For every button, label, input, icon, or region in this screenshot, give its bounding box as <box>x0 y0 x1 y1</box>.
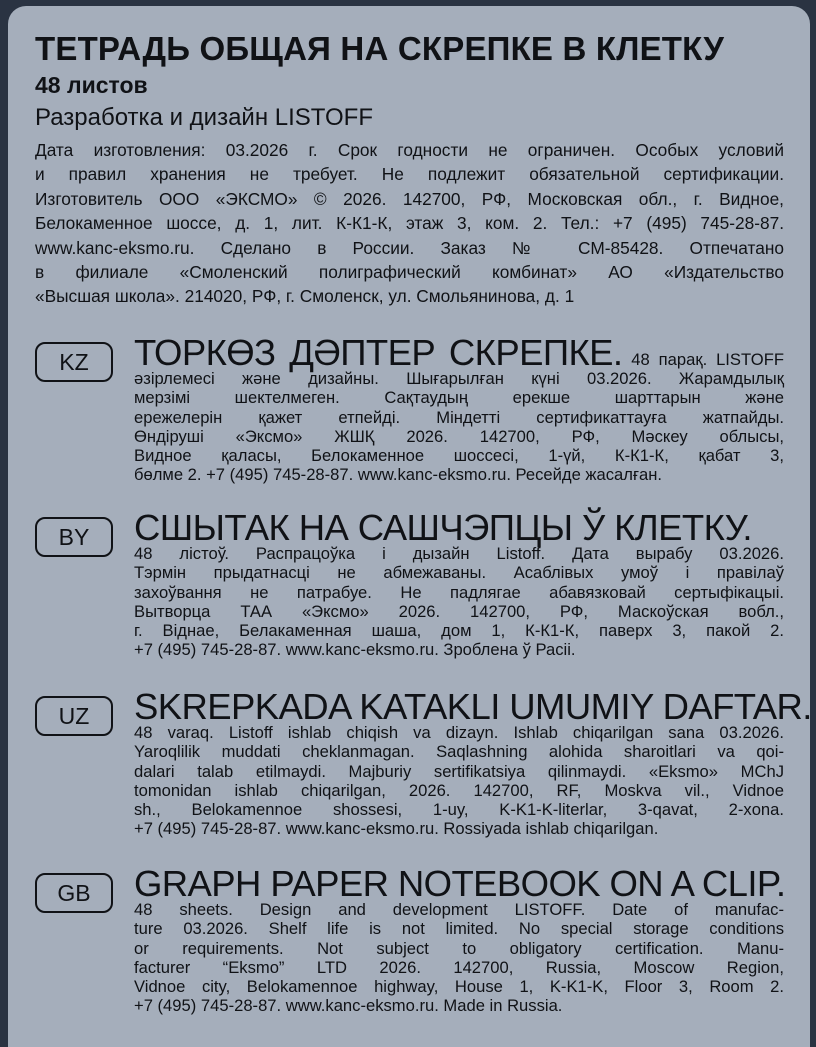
russian-body <box>35 138 784 309</box>
section-line: ture 03.2026. Shelf life is not limited. No special storage conditions <box>134 919 784 939</box>
ru-line: «Высшая школа». 214020, РФ, г. Смоленск, ул. Смольянинова, д. 1 <box>35 286 575 307</box>
label-card <box>8 6 810 1047</box>
language-badge-uz: UZ <box>35 696 113 736</box>
section-line: г. Віднае, Белакаменная шаша, дом 1, К-К1-К, паверх 3, пакой 2. <box>134 621 784 641</box>
section-gb <box>35 863 786 1016</box>
section-kz <box>35 332 784 485</box>
section-title: GRAPH PAPER NOTEBOOK ON A CLIP. <box>134 863 786 904</box>
section-lead: 48 парақ. LISTOFF <box>622 350 784 369</box>
ru-line: Дата изготовления: 03.2026 г. Срок годности не ограничен. Особых условий <box>35 140 784 160</box>
section-line: +7 (495) 745-28-87. www.kanc-eksmo.ru. Made in Russia. <box>134 996 563 1016</box>
section-uz-text <box>134 686 812 839</box>
section-line: +7 (495) 745-28-87. www.kanc-eksmo.ru. Зроблена ў Расіі. <box>134 640 576 660</box>
ru-line: www.kanc-eksmo.ru. Сделано в России. Заказ № СМ-85428. Отпечатано <box>35 237 784 258</box>
section-line: Yaroqlilik muddati cheklanmagan. Saqlashning alohida sharoitlari va qoi- <box>134 742 784 762</box>
section-line: ережелерін қажет етпейді. Міндетті сертификаттауға жатпайды. <box>134 407 784 427</box>
section-title: SKREPKADA KATAKLI UMUMIY DAFTAR. <box>134 686 812 727</box>
section-gb-text <box>134 863 786 1016</box>
ru-line: и правил хранения не требует. Не подлежит обязательной сертификации. <box>35 164 784 185</box>
section-uz <box>35 686 812 839</box>
section-line: or requirements. Not subject to obligatory certification. Manu- <box>134 938 784 958</box>
language-badge-by: BY <box>35 517 113 557</box>
section-line: Вытворца ТАА «Эксмо» 2026. 142700, РФ, Маскоўская вобл., <box>134 601 784 621</box>
section-line: әзірлемесі және дизайны. Шығарылған күні 03.2026. Жарамдылық <box>134 369 784 389</box>
section-line: tomonidan ishlab chiqarilgan, 2026. 142700, RF, Moskva vil., Vidnoe <box>134 780 784 800</box>
section-by <box>35 507 784 660</box>
ru-line: Изготовитель ООО «ЭКСМО» © 2026. 142700, РФ, Московская обл., г. Видное, <box>35 188 784 209</box>
language-badge-kz: KZ <box>35 342 113 382</box>
ru-line: в филиале «Смоленский полиграфический комбинат» АО «Издательство <box>35 262 784 283</box>
section-line: sh., Belokamennoe shossesi, 1-uy, K-K1-K-literlar, 3-qavat, 2-xona. <box>134 800 784 820</box>
section-title-line <box>134 686 812 727</box>
section-line: Видное қаласы, Белокаменное шоссесі, 1-үй, К-К1-К, қабат 3, <box>134 446 784 466</box>
ru-line: Белокаменное шоссе, д. 1, лит. К-К1-К, этаж 3, ком. 2. Тел.: +7 (495) 745-28-87. <box>35 213 784 234</box>
section-title: ТОРКӨЗ ДӘПТЕР СКРЕПКЕ. <box>134 332 623 373</box>
language-badge-gb: GB <box>35 873 113 913</box>
section-line: Өндіруші «Эксмо» ЖШҚ 2026. 142700, РФ, Мәскеу облысы, <box>134 426 784 446</box>
design-credit: Разработка и дизайн LISTOFF <box>35 104 373 131</box>
section-line: 48 varaq. Listoff ishlab chiqish va dizayn. Ishlab chiqarilgan sana 03.2026. <box>134 723 784 743</box>
section-title-line <box>134 863 786 904</box>
section-line: dalari talab etilmaydi. Majburiy sertifikatsiya qilinmaydi. «Eksmo» MChJ <box>134 761 784 781</box>
russian-block <box>35 28 784 309</box>
section-line: бөлме 2. +7 (495) 745-28-87. www.kanc-eksmo.ru. Ресейде жасалған. <box>134 465 663 485</box>
section-line: facturer “Eksmo” LTD 2026. 142700, Russia, Moscow Region, <box>134 957 784 977</box>
main-title: ТЕТРАДЬ ОБЩАЯ НА СКРЕПКЕ В КЛЕТКУ <box>35 30 725 67</box>
section-title-line <box>134 332 784 373</box>
section-line: Vidnoe city, Belokamennoe highway, House 1, K-K1-K, Floor 3, Room 2. <box>134 977 784 997</box>
section-title: СШЫТАК НА САШЧЭПЦЫ Ў КЛЕТКУ. <box>134 507 752 548</box>
sheet-count: 48 листов <box>35 72 148 98</box>
section-title-line <box>134 507 784 548</box>
section-line: +7 (495) 745-28-87. www.kanc-eksmo.ru. Rossiyada ishlab chiqarilgan. <box>134 819 659 839</box>
section-line: Тэрмін прыдатнасці не абмежаваны. Асаблівых умоў і правілаў <box>134 563 784 583</box>
section-line: мерзімі шектелмеген. Сақтаудың ерекше шарттарын және <box>134 388 784 408</box>
section-by-text <box>134 507 784 660</box>
section-line: захоўвання не патрабуе. Не падлягае абавязковай сертыфікацыі. <box>134 582 784 602</box>
section-line: 48 лістоў. Распрацоўка і дызайн Listoff. Дата вырабу 03.2026. <box>134 544 784 564</box>
section-kz-text <box>134 332 784 485</box>
section-line: 48 sheets. Design and development LISTOFF. Date of manufac- <box>134 900 784 920</box>
